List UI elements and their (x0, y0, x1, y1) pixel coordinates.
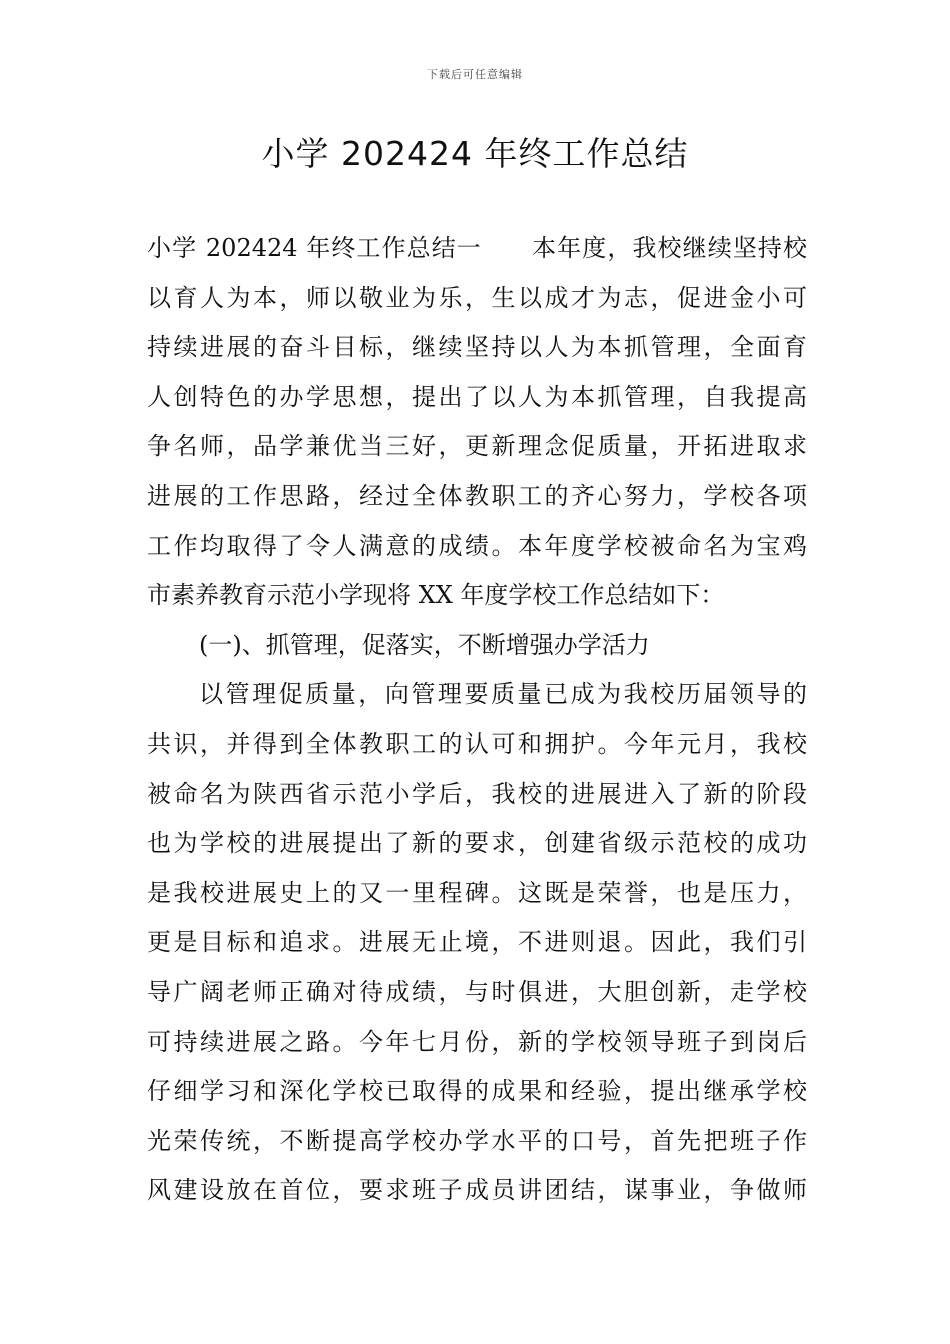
body-line: 市素养教育示范小学现将 XX 年度学校工作总结如下： (147, 581, 725, 610)
body-line: 是我校进展史上的又一里程碑。这既是荣誉，也是压力， (147, 878, 807, 907)
body-line: 导广阔老师正确对待成绩，与时俱进，大胆创新，走学校 (147, 977, 807, 1006)
body-line: 人创特色的办学思想，提出了以人为本抓管理，自我提高 (147, 382, 807, 411)
document-title: 小学 202424 年终工作总结 (261, 134, 689, 173)
body-line: 也为学校的进展提出了新的要求，创建省级示范校的成功 (147, 829, 807, 858)
header-note: 下载后可任意编辑 (427, 68, 523, 81)
body-line: 共识，并得到全体教职工的认可和拥护。今年元月，我校 (147, 729, 807, 758)
body-line: 持续进展的奋斗目标，继续坚持以人为本抓管理，全面育 (147, 333, 807, 362)
body-line: 争名师，品学兼优当三好，更新理念促质量，开拓进取求 (147, 432, 807, 461)
body-line: 光荣传统，不断提高学校办学水平的口号，首先把班子作 (147, 1126, 807, 1155)
body-line: 风建设放在首位，要求班子成员讲团结，谋事业，争做师 (147, 1176, 807, 1205)
body-line: 以管理促质量，向管理要质量已成为我校历届领导的 (199, 680, 807, 709)
body-line: 工作均取得了令人满意的成绩。本年度学校被命名为宝鸡 (147, 531, 807, 560)
body-line: 以育人为本，师以敬业为乐，生以成才为志，促进金小可 (147, 283, 807, 312)
section-heading: (一)、抓管理，促落实，不断增强办学活力 (199, 630, 650, 659)
body-line: 小学 202424 年终工作总结一 本年度，我校继续坚持校 (147, 234, 807, 262)
document-body (147, 224, 807, 1216)
body-line: 仔细学习和深化学校已取得的成果和经验，提出继承学校 (147, 1077, 807, 1106)
body-line: 被命名为陕西省示范小学后，我校的进展进入了新的阶段 (147, 779, 807, 808)
body-line: 更是目标和追求。进展无止境，不进则退。因此，我们引 (147, 928, 807, 957)
body-line: 进展的工作思路，经过全体教职工的齐心努力，学校各项 (147, 481, 807, 510)
body-line: 可持续进展之路。今年七月份，新的学校领导班子到岗后 (147, 1027, 807, 1056)
